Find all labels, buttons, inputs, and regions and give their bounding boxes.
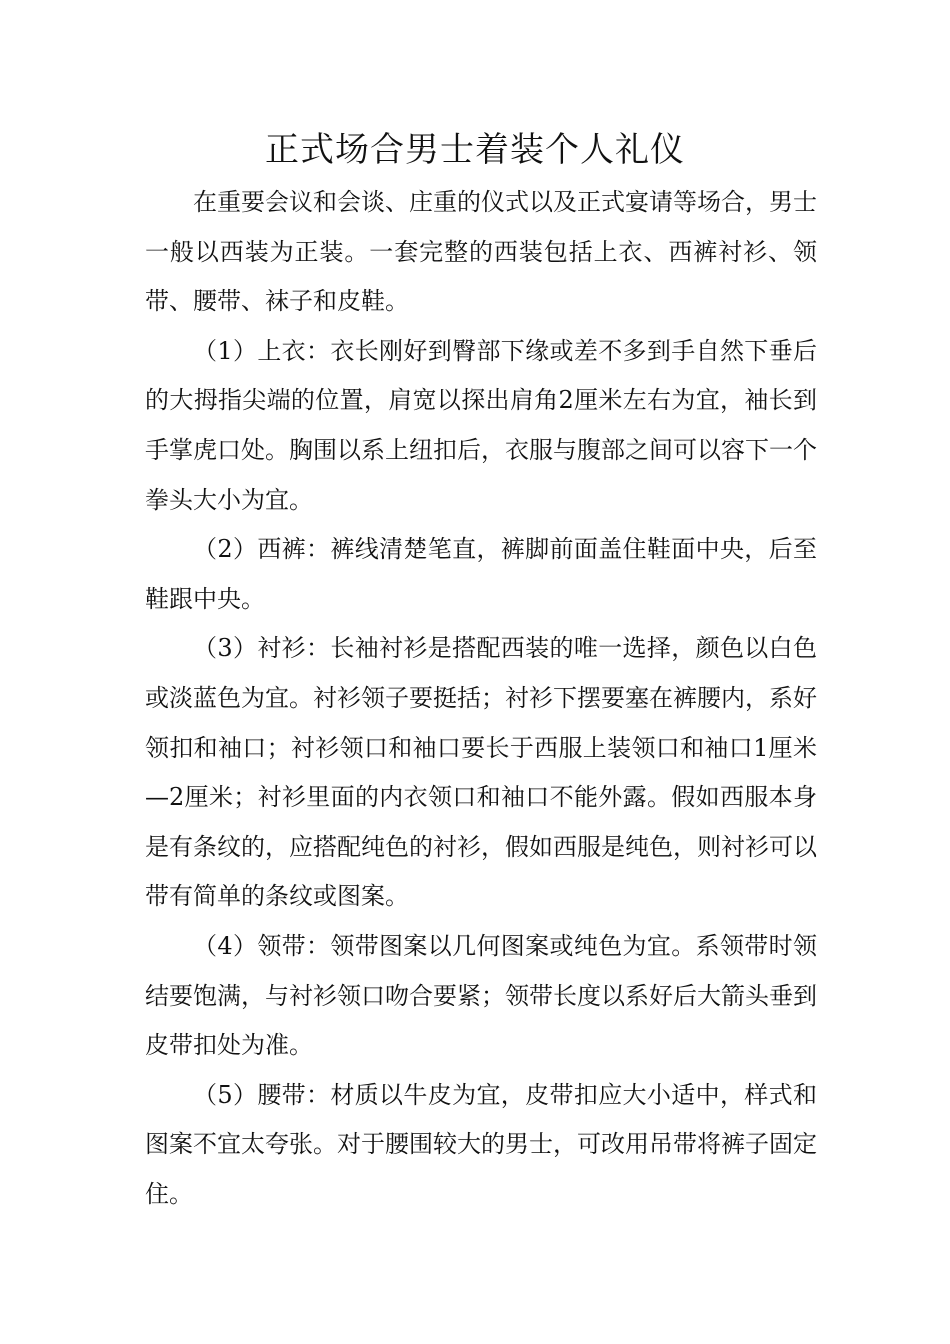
paragraph-intro: 在重要会议和会谈、庄重的仪式以及正式宴请等场合，男士一般以西装为正装。一套完整的西装包括上衣、西裤衬衫、领带、腰带、袜子和皮鞋。 (145, 188, 817, 316)
document-title: 正式场合男士着装个人礼仪 (265, 130, 685, 170)
paragraph-tie: （4）领带：领带图案以几何图案或纯色为宜。系领带时领结要饱满，与衬衫领口吻合要紧；领带长度以系好后大箭头垂到皮带扣处为准。 (145, 931, 817, 1060)
document-body (145, 178, 817, 1219)
paragraph-belt: （5）腰带：材质以牛皮为宜，皮带扣应大小适中，样式和图案不宜太夸张。对于腰围较大的男士，可改用吊带将裤子固定住。 (145, 1080, 817, 1208)
paragraph-shirt: （3）衬衫：长袖衬衫是搭配西装的唯一选择，颜色以白色或淡蓝色为宜。衬衫领子要挺括；衬衫下摆要塞在裤腰内，系好领扣和袖口；衬衫领口和袖口要长于西服上装领口和袖口1厘米—2厘米；衬衫里面的内衣领口和袖口不能外露。假如西服本身是有条纹的，应搭配纯色的衬衫，假如西服是纯色，则衬衫可以带有简单的条纹或图案。 (145, 634, 817, 911)
paragraph-trousers: （2）西裤：裤线清楚笔直，裤脚前面盖住鞋面中央，后至鞋跟中央。 (145, 535, 817, 613)
paragraph-jacket: （1）上衣：衣长刚好到臀部下缘或差不多到手自然下垂后的大拇指尖端的位置，肩宽以探出肩角2厘米左右为宜，袖长到手掌虎口处。胸围以系上纽扣后，衣服与腹部之间可以容下一个拳头大小为宜。 (145, 336, 817, 514)
